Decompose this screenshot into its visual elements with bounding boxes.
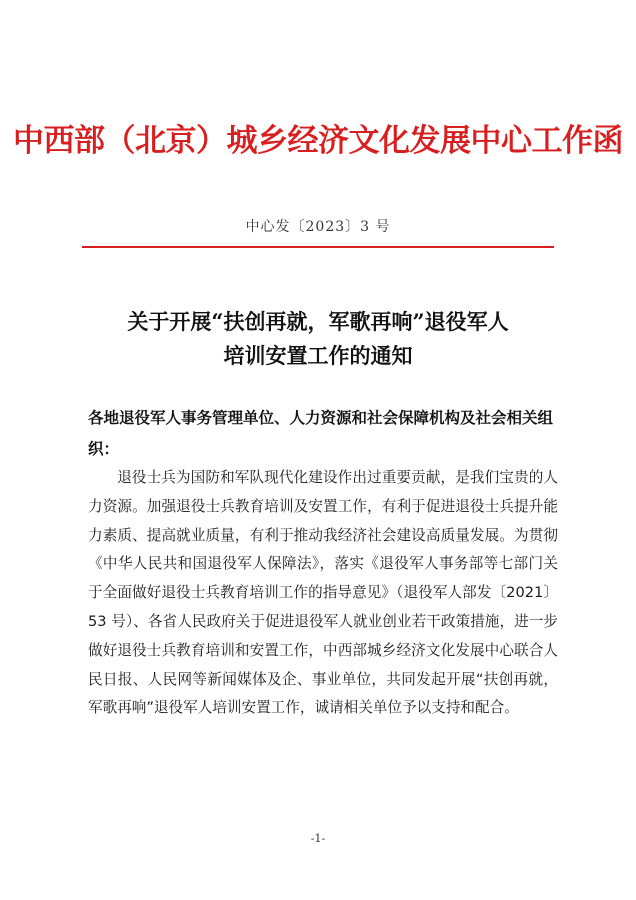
letterhead-title: 中西部（北京）城乡经济文化发展中心工作函 [13, 123, 623, 159]
page-number: -1- [310, 832, 326, 845]
red-divider-line [82, 246, 554, 248]
notice-title [60, 305, 576, 373]
notice-title-line-2: 培训安置工作的通知 [223, 343, 413, 368]
addressee: 各地退役军人事务管理单位、人力资源和社会保障机构及社会相关组织： [88, 409, 554, 458]
body-paragraph: 退役士兵为国防和军队现代化建设作出过重要贡献，是我们宝贵的人力资源。加强退役士兵教育培训及安置工作，有利于促进退役士兵提升能力素质、提高就业质量，有利于推动我经济社会建设高质量发展。为贯彻《中华人民共和国退役军人保障法》，落实《退役军人事务部等七部门关于全面做好退役士兵教育培训工作的指导意见》（退役军人部发〔2021〕53 号）、各省人民政府关于促进退役军人就业创业若干政策措施，进一步做好退役士兵教育培训和安置工作，中西部城乡经济文化发展中心联合人民日报、人民网等新闻媒体及企、事业单位，共同发起开展“扶创再就，军歌再响”退役军人培训安置工作，诚请相关单位予以支持和配合。 [88, 469, 558, 717]
document-number: 中心发〔2023〕3 号 [245, 219, 391, 235]
notice-title-line-1: 关于开展“扶创再就，军歌再响”退役军人 [127, 309, 509, 334]
